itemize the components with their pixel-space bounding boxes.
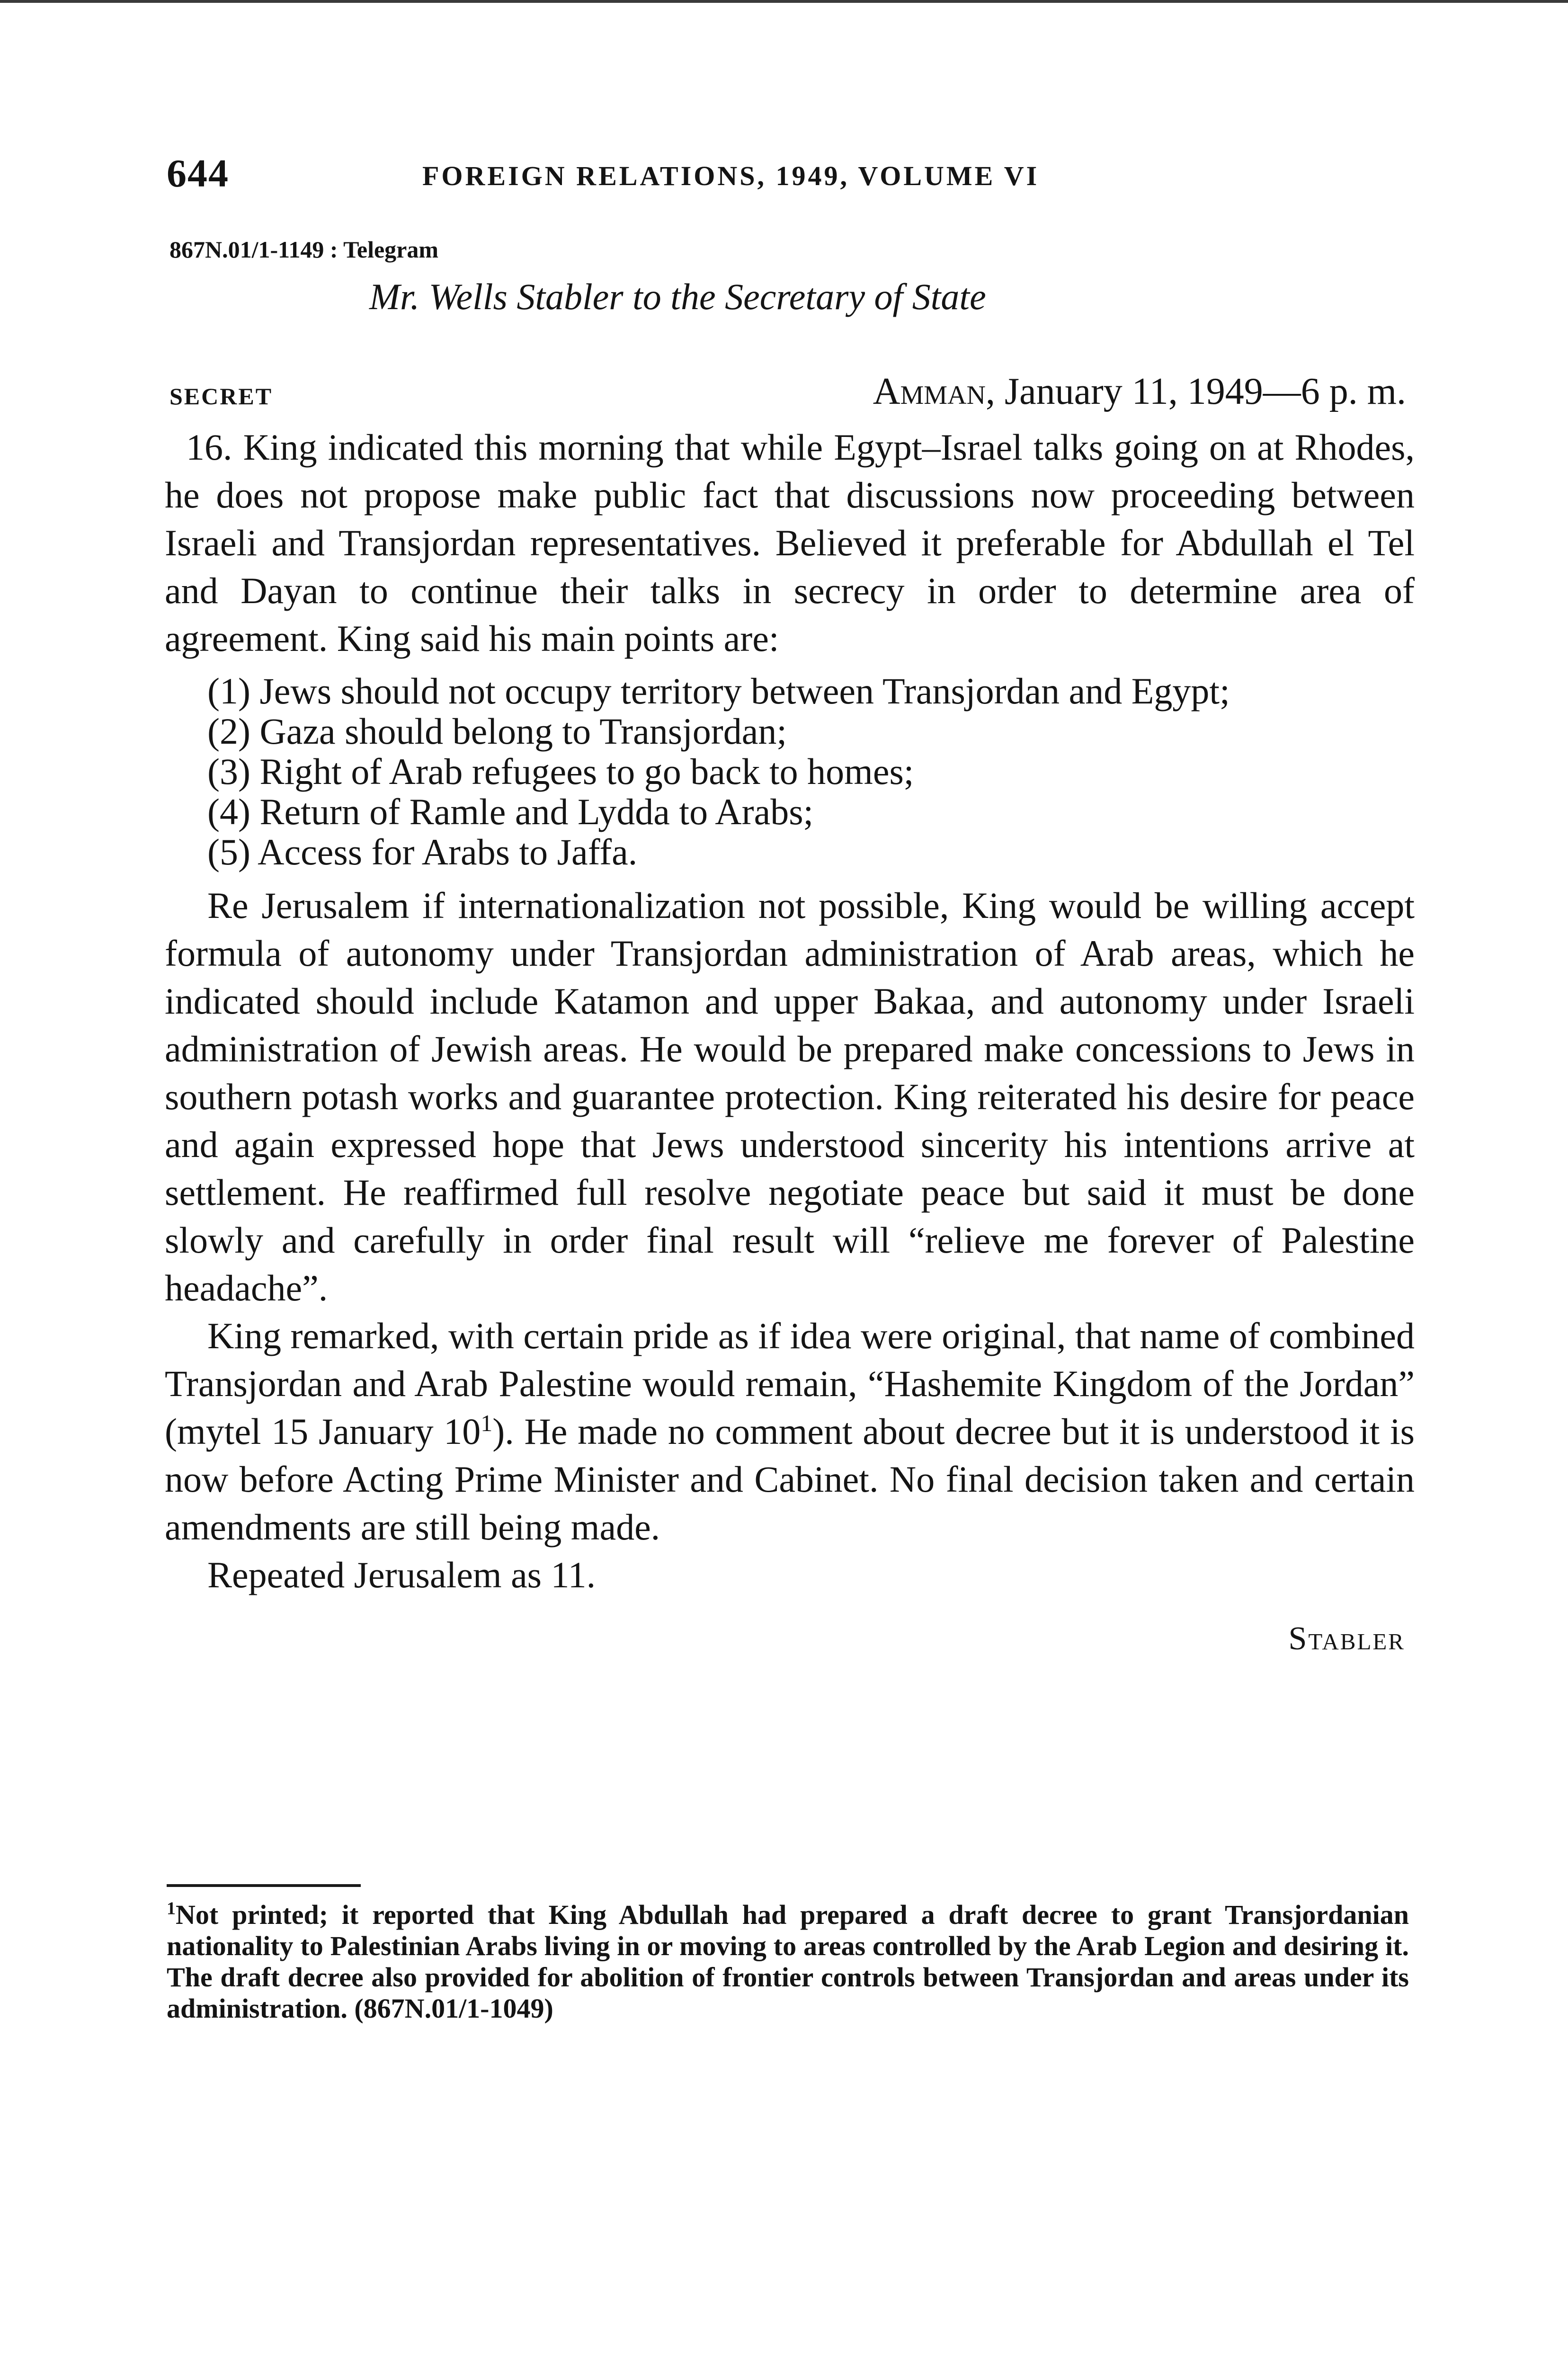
classification-label: SECRET bbox=[169, 383, 273, 409]
paragraph-repeated: Repeated Jerusalem as 11. bbox=[207, 1554, 596, 1595]
paragraph-kingdom-text: King remarked, with certain pride as if idea were original, that name of combined Transjordan and Arab Palestine would remain, “Hashemite Kingdom of the Jordan” (mytel 15 January 10 bbox=[165, 1315, 1415, 1452]
dateline-place: Amman bbox=[873, 371, 986, 412]
signature bbox=[165, 1615, 1415, 1663]
footnote-rule bbox=[167, 1884, 361, 1887]
points-list bbox=[165, 671, 1415, 872]
paragraph-jerusalem: Re Jerusalem if internationalization not possible, King would be willing accept formula of autonomy under Transjordan administration of Arab areas, which he indicated should include Katamon and upper Bakaa, and autonomy under Israeli administration of Jewish areas. He would be prepared make concessions to Jews in southern potash works and guarantee protection. King reiterated his desire for peace and again expressed hope that Jews understood sincerity his intentions arrive at settlement. He reaffirmed full resolve negotiate peace but said it must be done slowly and carefully in order final result will “relieve me forever of Palestine headache”. bbox=[165, 885, 1415, 1308]
signature-name: Stabler bbox=[1288, 1620, 1405, 1657]
footnote-reference[interactable]: 1 bbox=[481, 1410, 493, 1436]
dateline-date: , January 11, 1949—6 p. m. bbox=[985, 371, 1406, 412]
telegram-body bbox=[165, 423, 1415, 1663]
footnote-text: Not printed; it reported that King Abdullah had prepared a draft decree to grant Transjordanian nationality to Palestinian Arabs living in or moving to areas controlled by the Arab Legion and desiring it. The draft decree also provided for abolition of frontier controls between Transjordan and areas under its administration. (867N.01/1-1049) bbox=[167, 1899, 1409, 2024]
point-item-1: (1) Jews should not occupy territory between Transjordan and Egypt; bbox=[207, 670, 1230, 712]
point-item-3: (3) Right of Arab refugees to go back to homes; bbox=[207, 751, 914, 792]
paragraph-kingdom-text-cont: ). He made no comment about decree but it is understood it is now before Acting Prime Minister and Cabinet. No final decision taken and certain amendments are still being made. bbox=[165, 1411, 1415, 1548]
paragraph-intro: 16. King indicated this morning that while Egypt–Israel talks going on at Rhodes, he does not propose make public fact that discussions now proceeding between Israeli and Transjordan representatives. Believed it preferable for Abdullah el Tel and Dayan to continue their talks in secrecy in order to determine area of agreement. King said his main points are: bbox=[165, 427, 1415, 659]
paragraph-kingdom-name bbox=[165, 1312, 1415, 1551]
point-item-2: (2) Gaza should belong to Transjordan; bbox=[207, 711, 787, 752]
running-title: FOREIGN RELATIONS, 1949, VOLUME VI bbox=[422, 160, 1040, 191]
point-item-5: (5) Access for Arabs to Jaffa. bbox=[207, 831, 638, 872]
point-item-4: (4) Return of Ramle and Lydda to Arabs; bbox=[207, 791, 814, 832]
top-border-line bbox=[0, 0, 1568, 3]
document-file-number: 867N.01/1-1149 : Telegram bbox=[169, 236, 439, 263]
running-head bbox=[167, 151, 1417, 203]
footnote bbox=[167, 1899, 1409, 2024]
page-number: 644 bbox=[167, 151, 229, 196]
dateline bbox=[873, 370, 1406, 413]
footnote-marker: 1 bbox=[167, 1898, 176, 1919]
document-heading: Mr. Wells Stabler to the Secretary of State bbox=[369, 276, 986, 317]
